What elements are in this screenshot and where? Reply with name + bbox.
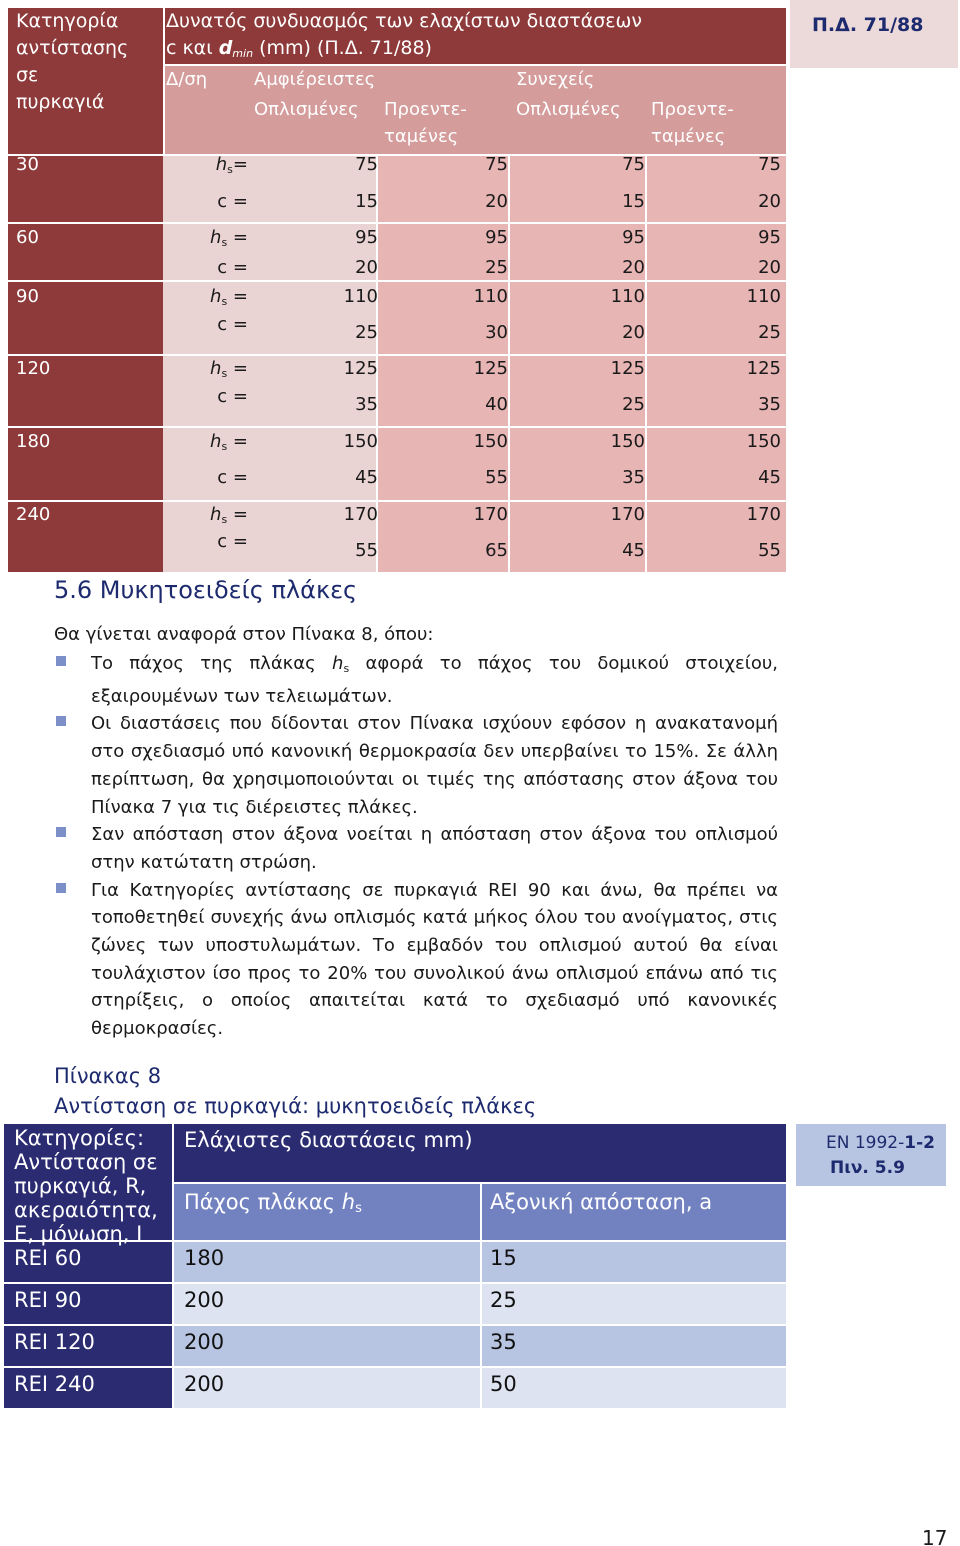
value-cell: 30 — [485, 322, 508, 343]
value-cell: 170 — [343, 504, 378, 525]
hs-label: $h_s$ = — [210, 504, 248, 526]
value-cell: 20 — [622, 257, 645, 278]
axis-distance-header: Αξονική απόσταση, a — [490, 1190, 713, 1214]
category-180: 180 — [16, 431, 51, 452]
value-cell: 35 — [758, 394, 781, 415]
value-cell: 25 — [758, 322, 781, 343]
hs-label: $h_s=$ — [215, 154, 248, 176]
list-item: Οι διαστάσεις που δίδονται στον Πίνακα ισχύουν εφόσον η ανακατανομή στο σχεδιασμό υπό κανονική θερμοκρασία δεν υπερβαίνει το 15%. Σε άλλη περίπτωση, θα χρησιμοποιούνται οι τιμές της απόστασης στον άξονα του Πίνακα 7 για τις διέρειστες πλάκες. — [54, 710, 778, 821]
value-cell: 25 — [485, 257, 508, 278]
hs-label: $h_s$ = — [210, 431, 248, 453]
axis-value: 25 — [490, 1288, 517, 1312]
value-cell: 150 — [610, 431, 645, 452]
value-cell: 45 — [355, 467, 378, 488]
value-cell: 25 — [622, 394, 645, 415]
thickness-header: Πάχος πλάκας $h_s$ — [184, 1190, 362, 1216]
value-cell: 35 — [622, 467, 645, 488]
value-cell: 20 — [758, 191, 781, 212]
rei-label: REI 120 — [14, 1330, 95, 1354]
value-cell: 170 — [746, 504, 781, 525]
value-cell: 95 — [622, 227, 645, 248]
list-item: Το πάχος της πλάκας $h_s$ αφορά το πάχος του δομικού στοιχείου, εξαιρουμένων των τελειωμάτων. — [54, 650, 778, 710]
thickness-value: 200 — [184, 1372, 225, 1396]
value-cell: 25 — [355, 322, 378, 343]
value-cell: 125 — [610, 358, 645, 379]
value-cell: 20 — [622, 322, 645, 343]
value-cell: 110 — [746, 286, 781, 307]
value-cell: 110 — [473, 286, 508, 307]
axis-value: 15 — [490, 1246, 517, 1270]
category-120: 120 — [16, 358, 51, 379]
value-cell: 20 — [758, 257, 781, 278]
value-cell: 110 — [343, 286, 378, 307]
c-label: c = — [217, 386, 248, 407]
section-title: 5.6 Μυκητοειδείς πλάκες — [54, 576, 358, 604]
category-60: 60 — [16, 227, 39, 248]
value-cell: 95 — [758, 227, 781, 248]
value-cell: 15 — [622, 191, 645, 212]
rei-label: REI 240 — [14, 1372, 95, 1396]
list-item: Για Κατηγορίες αντίστασης σε πυρκαγιά REI 90 και άνω, θα πρέπει να τοποθετηθεί συνεχής άνω οπλισμός κατά μήκος όλου του ανοίγματος, στις ζώνες των υποστυλωμάτων. Το εμβαδόν του οπλισμού αυτού θα είναι τουλάχιστον ίσο προς το 20% του συνολικού άνω οπλισμού επάνω από τις στηρίξεις, ο οποίος απαιτείται κατά το σχεδιασμό υπό κανονικές θερμοκρασίες. — [54, 877, 778, 1043]
simply-supported-header: Αμφιέρειστες — [254, 69, 376, 90]
value-cell: 55 — [758, 540, 781, 561]
value-cell: 45 — [622, 540, 645, 561]
intro-text: Θα γίνεται αναφορά στον Πίνακα 8, όπου: — [54, 624, 434, 645]
c-label: c = — [217, 191, 248, 212]
table-title: Δυνατός συνδυασμός των ελαχίστων διαστάσεων c και $d_{min}$ (mm) (Π.Δ. 71/88) — [166, 10, 643, 60]
value-cell: 125 — [473, 358, 508, 379]
c-label: c = — [217, 467, 248, 488]
bullet-square-icon — [56, 827, 66, 837]
hs-label: $h_s$ = — [210, 286, 248, 308]
value-cell: 170 — [473, 504, 508, 525]
value-cell: 55 — [485, 467, 508, 488]
value-cell: 75 — [622, 154, 645, 175]
value-cell: 95 — [355, 227, 378, 248]
hs-label: $h_s$ = — [210, 358, 248, 380]
value-cell: 75 — [355, 154, 378, 175]
value-cell: 150 — [746, 431, 781, 452]
axis-value: 50 — [490, 1372, 517, 1396]
table8-subtitle: Αντίσταση σε πυρκαγιά: μυκητοειδείς πλάκες — [54, 1094, 537, 1118]
bullet-square-icon — [56, 716, 66, 726]
rei-label: REI 90 — [14, 1288, 82, 1312]
table8 — [4, 1124, 786, 1408]
rei-label: REI 60 — [14, 1246, 82, 1270]
value-cell: 20 — [485, 191, 508, 212]
category-240: 240 — [16, 504, 51, 525]
axis-value: 35 — [490, 1330, 517, 1354]
category-30: 30 — [16, 154, 39, 175]
category-header: Κατηγορίες: Αντίσταση σε πυρκαγιά, R, ακεραιότητα, Ε, μόνωση, Ι — [14, 1126, 158, 1246]
c-label: c = — [217, 257, 248, 278]
category-header: Κατηγορία αντίστασης σε πυρκαγιά — [16, 10, 129, 113]
value-cell: 125 — [746, 358, 781, 379]
value-cell: 95 — [485, 227, 508, 248]
bullet-square-icon — [56, 656, 66, 666]
bullet-square-icon — [56, 883, 66, 893]
value-cell: 125 — [343, 358, 378, 379]
prestressed-header: Προεντε- ταμένες — [384, 99, 467, 147]
value-cell: 35 — [355, 394, 378, 415]
page-number: 17 — [922, 1526, 948, 1546]
value-cell: 45 — [758, 467, 781, 488]
prestressed-header: Προεντε- ταμένες — [651, 99, 734, 147]
thickness-value: 200 — [184, 1330, 225, 1354]
c-label: c = — [217, 531, 248, 552]
value-cell: 55 — [355, 540, 378, 561]
table8-title: Πίνακας 8 — [54, 1064, 162, 1088]
min-dimensions-header: Ελάχιστες διαστάσεις mm) — [184, 1128, 473, 1152]
thickness-value: 180 — [184, 1246, 225, 1270]
value-cell: 20 — [355, 257, 378, 278]
value-cell: 75 — [485, 154, 508, 175]
source-badge-en: EN 1992-1-2 Πιν. 5.9 — [796, 1124, 946, 1186]
continuous-header: Συνεχείς — [516, 69, 595, 90]
hs-label: $h_s$ = — [210, 227, 248, 249]
c-label: c = — [217, 314, 248, 335]
value-cell: 65 — [485, 540, 508, 561]
value-cell: 170 — [610, 504, 645, 525]
list-item: Σαν απόσταση στον άξονα νοείται η απόσταση στον άξονα του οπλισμού στην κατώτατη στρώση. — [54, 821, 778, 876]
value-cell: 15 — [355, 191, 378, 212]
source-badge-pd: Π.Δ. 71/88 — [790, 0, 958, 68]
thickness-value: 200 — [184, 1288, 225, 1312]
value-cell: 40 — [485, 394, 508, 415]
category-90: 90 — [16, 286, 39, 307]
value-cell: 150 — [343, 431, 378, 452]
bullet-list — [54, 650, 778, 1043]
value-cell: 75 — [758, 154, 781, 175]
fire-resistance-table-pd — [8, 8, 786, 572]
reinforced-header: Οπλισμένες — [254, 99, 359, 120]
direction-header: Δ/ση — [166, 69, 208, 90]
value-cell: 150 — [473, 431, 508, 452]
reinforced-header: Οπλισμένες — [516, 99, 621, 120]
value-cell: 110 — [610, 286, 645, 307]
